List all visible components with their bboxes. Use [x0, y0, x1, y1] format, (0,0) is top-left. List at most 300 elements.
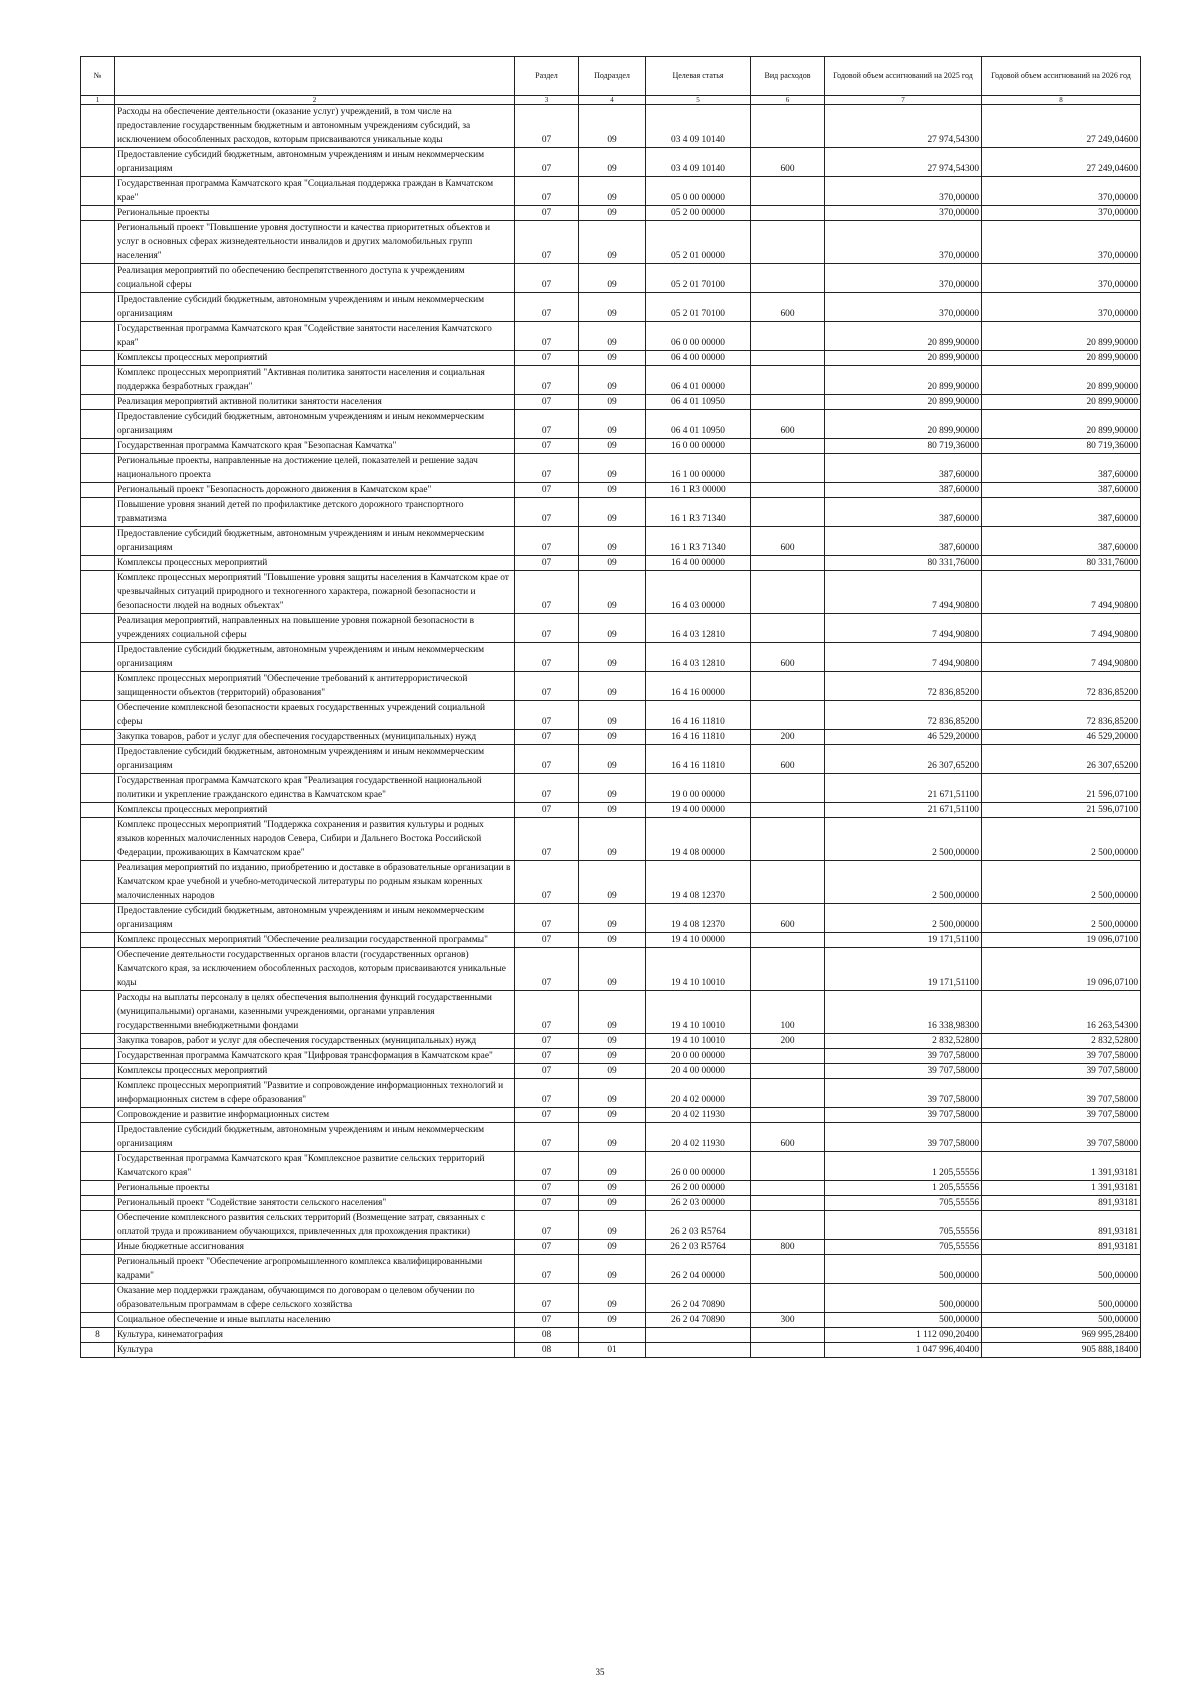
table-header [81, 57, 1141, 105]
target-article-cell: 20 4 02 11930 [646, 1108, 751, 1123]
podrazdel-cell: 09 [579, 701, 646, 730]
table-row [81, 177, 1141, 206]
target-article-cell: 19 4 08 12370 [646, 904, 751, 933]
razdel-cell: 07 [515, 439, 579, 454]
column-header: Вид расходов [751, 57, 825, 96]
column-number: 8 [982, 96, 1141, 105]
target-article-cell: 26 2 00 00000 [646, 1181, 751, 1196]
table-row [81, 221, 1141, 264]
amount-2026-cell: 370,00000 [982, 221, 1141, 264]
amount-2025-cell: 20 899,90000 [825, 366, 982, 395]
row-number-cell [81, 1240, 115, 1255]
amount-2025-cell: 370,00000 [825, 293, 982, 322]
expense-type-cell: 600 [751, 293, 825, 322]
amount-2026-cell: 905 888,18400 [982, 1343, 1141, 1358]
expense-type-cell [751, 1181, 825, 1196]
amount-2026-cell: 46 529,20000 [982, 730, 1141, 745]
page-number: 35 [595, 1667, 605, 1677]
amount-2025-cell: 39 707,58000 [825, 1108, 982, 1123]
row-number-cell [81, 264, 115, 293]
row-number-cell [81, 483, 115, 498]
table-row [81, 1049, 1141, 1064]
expense-type-cell [751, 454, 825, 483]
column-number: 5 [646, 96, 751, 105]
row-number-cell [81, 1313, 115, 1328]
table-row [81, 1152, 1141, 1181]
table-row [81, 1284, 1141, 1313]
amount-2025-cell: 16 338,98300 [825, 991, 982, 1034]
row-name-cell: Региональный проект "Содействие занятости сельского населения" [115, 1196, 515, 1211]
row-name-cell: Государственная программа Камчатского края "Безопасная Камчатка" [115, 439, 515, 454]
podrazdel-cell: 09 [579, 264, 646, 293]
podrazdel-cell: 09 [579, 803, 646, 818]
podrazdel-cell: 09 [579, 483, 646, 498]
row-name-cell: Предоставление субсидий бюджетным, автономным учреждениям и иным некоммерческим организациям [115, 904, 515, 933]
podrazdel-cell: 09 [579, 293, 646, 322]
table-row [81, 1255, 1141, 1284]
amount-2026-cell: 20 899,90000 [982, 410, 1141, 439]
table-row [81, 1313, 1141, 1328]
amount-2025-cell: 370,00000 [825, 264, 982, 293]
amount-2025-cell: 1 205,55556 [825, 1181, 982, 1196]
row-name-cell: Региональный проект "Обеспечение агропромышленного комплекса квалифицированными кадрами" [115, 1255, 515, 1284]
razdel-cell: 07 [515, 1255, 579, 1284]
row-name-cell: Региональный проект "Безопасность дорожного движения в Камчатском крае" [115, 483, 515, 498]
expense-type-cell [751, 1284, 825, 1313]
podrazdel-cell: 09 [579, 1064, 646, 1079]
amount-2026-cell: 387,60000 [982, 527, 1141, 556]
amount-2026-cell: 891,93181 [982, 1240, 1141, 1255]
row-number-cell [81, 177, 115, 206]
podrazdel-cell: 09 [579, 322, 646, 351]
row-number-cell [81, 1034, 115, 1049]
table-row [81, 614, 1141, 643]
target-article-cell: 16 1 R3 00000 [646, 483, 751, 498]
table-row [81, 148, 1141, 177]
target-article-cell: 16 4 16 00000 [646, 672, 751, 701]
row-number-cell [81, 933, 115, 948]
row-number-cell [81, 1064, 115, 1079]
table-row [81, 264, 1141, 293]
expense-type-cell [751, 672, 825, 701]
target-article-cell: 16 1 R3 71340 [646, 498, 751, 527]
row-name-cell: Обеспечение комплексного развития сельских территорий (Возмещение затрат, связанных с оплатой труда и проживанием обучающихся, привлеченных для прохождения практики) [115, 1211, 515, 1240]
expense-type-cell [751, 498, 825, 527]
amount-2025-cell: 705,55556 [825, 1196, 982, 1211]
amount-2025-cell: 21 671,51100 [825, 774, 982, 803]
amount-2026-cell: 2 500,00000 [982, 818, 1141, 861]
table-row [81, 454, 1141, 483]
razdel-cell: 07 [515, 1152, 579, 1181]
table-row [81, 1108, 1141, 1123]
row-name-cell: Реализация мероприятий, направленных на повышение уровня пожарной безопасности в учреждениях социальной сферы [115, 614, 515, 643]
table-row [81, 1343, 1141, 1358]
table-row [81, 730, 1141, 745]
expense-type-cell [751, 1064, 825, 1079]
amount-2026-cell: 891,93181 [982, 1211, 1141, 1240]
razdel-cell: 07 [515, 672, 579, 701]
target-article-cell: 16 4 16 11810 [646, 730, 751, 745]
expense-type-cell [751, 1152, 825, 1181]
amount-2026-cell: 19 096,07100 [982, 948, 1141, 991]
amount-2025-cell: 500,00000 [825, 1255, 982, 1284]
amount-2025-cell: 500,00000 [825, 1313, 982, 1328]
row-number-cell [81, 322, 115, 351]
razdel-cell: 07 [515, 410, 579, 439]
row-name-cell: Реализация мероприятий по обеспечению беспрепятственного доступа к учреждениям социальной сферы [115, 264, 515, 293]
row-number-cell [81, 730, 115, 745]
razdel-cell: 07 [515, 571, 579, 614]
row-name-cell: Оказание мер поддержки гражданам, обучающимся по договорам о целевом обучении по образовательным программам в сфере сельского хозяйства [115, 1284, 515, 1313]
row-number-cell [81, 395, 115, 410]
razdel-cell: 07 [515, 1284, 579, 1313]
target-article-cell: 20 4 00 00000 [646, 1064, 751, 1079]
column-header [115, 57, 515, 96]
razdel-cell: 07 [515, 745, 579, 774]
amount-2025-cell: 46 529,20000 [825, 730, 982, 745]
row-number-cell [81, 410, 115, 439]
podrazdel-cell: 09 [579, 1108, 646, 1123]
column-header: № [81, 57, 115, 96]
target-article-cell [646, 1328, 751, 1343]
razdel-cell: 07 [515, 556, 579, 571]
column-number: 6 [751, 96, 825, 105]
table-row [81, 803, 1141, 818]
row-number-cell [81, 293, 115, 322]
podrazdel-cell: 09 [579, 614, 646, 643]
podrazdel-cell: 09 [579, 351, 646, 366]
row-number-cell [81, 643, 115, 672]
amount-2025-cell: 387,60000 [825, 483, 982, 498]
row-name-cell: Предоставление субсидий бюджетным, автономным учреждениям и иным некоммерческим организациям [115, 527, 515, 556]
row-number-cell [81, 221, 115, 264]
expense-type-cell [751, 1079, 825, 1108]
amount-2026-cell: 370,00000 [982, 206, 1141, 221]
target-article-cell: 16 1 R3 71340 [646, 527, 751, 556]
table-row [81, 672, 1141, 701]
razdel-cell: 07 [515, 1049, 579, 1064]
row-name-cell: Предоставление субсидий бюджетным, автономным учреждениям и иным некоммерческим организациям [115, 1123, 515, 1152]
row-name-cell: Комплекс процессных мероприятий "Поддержка сохранения и развития культуры и родных языков коренных малочисленных народов Севера, Сибири и Дальнего Востока Российской Федерации, проживающих в Камчатском крае" [115, 818, 515, 861]
expense-type-cell: 600 [751, 148, 825, 177]
target-article-cell: 19 0 00 00000 [646, 774, 751, 803]
amount-2026-cell: 7 494,90800 [982, 571, 1141, 614]
target-article-cell: 05 0 00 00000 [646, 177, 751, 206]
column-number: 1 [81, 96, 115, 105]
amount-2026-cell: 387,60000 [982, 483, 1141, 498]
row-name-cell: Предоставление субсидий бюджетным, автономным учреждениям и иным некоммерческим организациям [115, 293, 515, 322]
razdel-cell: 08 [515, 1343, 579, 1358]
podrazdel-cell: 09 [579, 527, 646, 556]
column-header: Годовой объем ассигнований на 2025 год [825, 57, 982, 96]
row-number-cell [81, 1196, 115, 1211]
expense-type-cell [751, 1328, 825, 1343]
podrazdel-cell: 09 [579, 148, 646, 177]
table-row [81, 366, 1141, 395]
table-row [81, 643, 1141, 672]
target-article-cell: 19 4 10 10010 [646, 948, 751, 991]
row-name-cell: Повышение уровня знаний детей по профилактике детского дорожного транспортного травматизма [115, 498, 515, 527]
column-number: 7 [825, 96, 982, 105]
row-name-cell: Предоставление субсидий бюджетным, автономным учреждениям и иным некоммерческим организациям [115, 148, 515, 177]
expense-type-cell [751, 395, 825, 410]
table-row [81, 556, 1141, 571]
row-name-cell: Государственная программа Камчатского края "Цифровая трансформация в Камчатском крае" [115, 1049, 515, 1064]
razdel-cell: 07 [515, 527, 579, 556]
target-article-cell: 16 0 00 00000 [646, 439, 751, 454]
row-name-cell: Комплекс процессных мероприятий "Обеспечение реализации государственной программы" [115, 933, 515, 948]
amount-2026-cell: 370,00000 [982, 293, 1141, 322]
expense-type-cell: 600 [751, 643, 825, 672]
podrazdel-cell: 09 [579, 206, 646, 221]
podrazdel-cell: 09 [579, 556, 646, 571]
amount-2026-cell: 370,00000 [982, 177, 1141, 206]
expense-type-cell: 600 [751, 527, 825, 556]
amount-2025-cell: 705,55556 [825, 1211, 982, 1240]
table-row [81, 774, 1141, 803]
expense-type-cell [751, 483, 825, 498]
amount-2025-cell: 39 707,58000 [825, 1123, 982, 1152]
podrazdel-cell: 09 [579, 1034, 646, 1049]
podrazdel-cell: 09 [579, 1284, 646, 1313]
target-article-cell: 20 0 00 00000 [646, 1049, 751, 1064]
podrazdel-cell: 09 [579, 948, 646, 991]
target-article-cell: 26 2 03 R5764 [646, 1211, 751, 1240]
podrazdel-cell: 09 [579, 1196, 646, 1211]
target-article-cell [646, 1343, 751, 1358]
target-article-cell: 16 4 16 11810 [646, 701, 751, 730]
amount-2026-cell: 80 719,36000 [982, 439, 1141, 454]
amount-2026-cell: 891,93181 [982, 1196, 1141, 1211]
row-number-cell [81, 206, 115, 221]
podrazdel-cell: 09 [579, 991, 646, 1034]
expense-type-cell [751, 366, 825, 395]
amount-2025-cell: 1 112 090,20400 [825, 1328, 982, 1343]
target-article-cell: 06 4 01 00000 [646, 366, 751, 395]
target-article-cell: 06 4 01 10950 [646, 395, 751, 410]
podrazdel-cell: 09 [579, 498, 646, 527]
amount-2025-cell: 7 494,90800 [825, 643, 982, 672]
podrazdel-cell: 09 [579, 177, 646, 206]
razdel-cell: 07 [515, 991, 579, 1034]
target-article-cell: 06 4 01 10950 [646, 410, 751, 439]
column-header: Целевая статья [646, 57, 751, 96]
razdel-cell: 07 [515, 614, 579, 643]
amount-2026-cell: 500,00000 [982, 1255, 1141, 1284]
row-number-cell [81, 701, 115, 730]
amount-2025-cell: 39 707,58000 [825, 1064, 982, 1079]
amount-2025-cell: 2 500,00000 [825, 904, 982, 933]
table-row [81, 1328, 1141, 1343]
amount-2026-cell: 19 096,07100 [982, 933, 1141, 948]
podrazdel-cell: 09 [579, 745, 646, 774]
table-row [81, 1079, 1141, 1108]
row-name-cell: Закупка товаров, работ и услуг для обеспечения государственных (муниципальных) нужд [115, 730, 515, 745]
razdel-cell: 07 [515, 264, 579, 293]
table-row [81, 410, 1141, 439]
row-number-cell [81, 1284, 115, 1313]
amount-2025-cell: 7 494,90800 [825, 571, 982, 614]
expense-type-cell: 100 [751, 991, 825, 1034]
target-article-cell: 26 0 00 00000 [646, 1152, 751, 1181]
expense-type-cell [751, 105, 825, 148]
target-article-cell: 26 2 04 70890 [646, 1284, 751, 1313]
row-name-cell: Комплексы процессных мероприятий [115, 351, 515, 366]
podrazdel-cell: 09 [579, 1152, 646, 1181]
podrazdel-cell: 09 [579, 410, 646, 439]
target-article-cell: 05 2 01 70100 [646, 264, 751, 293]
row-name-cell: Государственная программа Камчатского края "Содействие занятости населения Камчатского края" [115, 322, 515, 351]
amount-2025-cell: 20 899,90000 [825, 322, 982, 351]
razdel-cell: 07 [515, 395, 579, 410]
expense-type-cell: 600 [751, 1123, 825, 1152]
podrazdel-cell: 09 [579, 1240, 646, 1255]
expense-type-cell [751, 1049, 825, 1064]
table-row [81, 1064, 1141, 1079]
razdel-cell: 07 [515, 498, 579, 527]
row-name-cell: Комплексы процессных мероприятий [115, 556, 515, 571]
expense-type-cell [751, 221, 825, 264]
amount-2025-cell: 27 974,54300 [825, 105, 982, 148]
razdel-cell: 07 [515, 221, 579, 264]
podrazdel-cell: 09 [579, 730, 646, 745]
amount-2026-cell: 20 899,90000 [982, 351, 1141, 366]
expense-type-cell [751, 774, 825, 803]
podrazdel-cell: 09 [579, 818, 646, 861]
row-name-cell: Региональные проекты [115, 1181, 515, 1196]
amount-2025-cell: 39 707,58000 [825, 1049, 982, 1064]
table-row [81, 322, 1141, 351]
row-name-cell: Комплекс процессных мероприятий "Развитие и сопровождение информационных технологий и информационных систем в сфере образования" [115, 1079, 515, 1108]
amount-2026-cell: 2 832,52800 [982, 1034, 1141, 1049]
row-number-cell [81, 614, 115, 643]
row-name-cell: Предоставление субсидий бюджетным, автономным учреждениям и иным некоммерческим организациям [115, 643, 515, 672]
podrazdel-cell [579, 1328, 646, 1343]
razdel-cell: 07 [515, 643, 579, 672]
table-body [81, 105, 1141, 1358]
expense-type-cell [751, 264, 825, 293]
row-number-cell [81, 672, 115, 701]
target-article-cell: 20 4 02 11930 [646, 1123, 751, 1152]
razdel-cell: 07 [515, 454, 579, 483]
amount-2026-cell: 1 391,93181 [982, 1181, 1141, 1196]
expense-type-cell [751, 1108, 825, 1123]
table-row [81, 571, 1141, 614]
podrazdel-cell: 09 [579, 1211, 646, 1240]
expense-type-cell [751, 614, 825, 643]
expense-type-cell [751, 351, 825, 366]
row-name-cell: Комплекс процессных мероприятий "Активная политика занятости населения и социальная поддержка безработных граждан" [115, 366, 515, 395]
amount-2026-cell: 26 307,65200 [982, 745, 1141, 774]
razdel-cell: 07 [515, 1211, 579, 1240]
row-number-cell [81, 571, 115, 614]
amount-2026-cell: 1 391,93181 [982, 1152, 1141, 1181]
amount-2025-cell: 2 500,00000 [825, 861, 982, 904]
amount-2026-cell: 39 707,58000 [982, 1049, 1141, 1064]
row-number-cell [81, 991, 115, 1034]
table-row [81, 105, 1141, 148]
razdel-cell: 07 [515, 1108, 579, 1123]
table-row [81, 293, 1141, 322]
razdel-cell: 07 [515, 1181, 579, 1196]
podrazdel-cell: 09 [579, 454, 646, 483]
amount-2025-cell: 19 171,51100 [825, 948, 982, 991]
row-number-cell [81, 861, 115, 904]
amount-2026-cell: 39 707,58000 [982, 1123, 1141, 1152]
target-article-cell: 16 4 03 12810 [646, 643, 751, 672]
row-number-cell [81, 1343, 115, 1358]
row-name-cell: Государственная программа Камчатского края "Комплексное развитие сельских территорий Камчатского края" [115, 1152, 515, 1181]
table-row [81, 1123, 1141, 1152]
amount-2025-cell: 7 494,90800 [825, 614, 982, 643]
amount-2025-cell: 80 331,76000 [825, 556, 982, 571]
amount-2026-cell: 21 596,07100 [982, 803, 1141, 818]
amount-2025-cell: 20 899,90000 [825, 351, 982, 366]
table-row [81, 483, 1141, 498]
podrazdel-cell: 09 [579, 1079, 646, 1108]
razdel-cell: 07 [515, 1123, 579, 1152]
amount-2025-cell: 21 671,51100 [825, 803, 982, 818]
amount-2026-cell: 370,00000 [982, 264, 1141, 293]
razdel-cell: 07 [515, 177, 579, 206]
razdel-cell: 07 [515, 366, 579, 395]
amount-2025-cell: 370,00000 [825, 177, 982, 206]
row-number-cell [81, 1255, 115, 1284]
expense-type-cell: 300 [751, 1313, 825, 1328]
amount-2025-cell: 1 205,55556 [825, 1152, 982, 1181]
row-name-cell: Реализация мероприятий активной политики занятости населения [115, 395, 515, 410]
row-number-cell [81, 803, 115, 818]
table-row [81, 206, 1141, 221]
expense-type-cell [751, 1211, 825, 1240]
amount-2026-cell: 39 707,58000 [982, 1064, 1141, 1079]
target-article-cell: 16 4 00 00000 [646, 556, 751, 571]
row-name-cell: Иные бюджетные ассигнования [115, 1240, 515, 1255]
row-name-cell: Расходы на выплаты персоналу в целях обеспечения выполнения функций государственными (муниципальными) органами, казенными учреждениями, органами управления государственными внебюджетными фондами [115, 991, 515, 1034]
row-number-cell [81, 105, 115, 148]
razdel-cell: 07 [515, 148, 579, 177]
row-name-cell: Социальное обеспечение и иные выплаты населению [115, 1313, 515, 1328]
podrazdel-cell: 09 [579, 643, 646, 672]
target-article-cell: 19 4 00 00000 [646, 803, 751, 818]
column-header: Раздел [515, 57, 579, 96]
column-header: Годовой объем ассигнований на 2026 год [982, 57, 1141, 96]
podrazdel-cell: 09 [579, 1049, 646, 1064]
row-name-cell: Региональные проекты [115, 206, 515, 221]
amount-2026-cell: 27 249,04600 [982, 105, 1141, 148]
row-name-cell: Культура, кинематография [115, 1328, 515, 1343]
podrazdel-cell: 01 [579, 1343, 646, 1358]
amount-2025-cell: 26 307,65200 [825, 745, 982, 774]
razdel-cell: 07 [515, 933, 579, 948]
row-number-cell [81, 556, 115, 571]
razdel-cell: 07 [515, 1313, 579, 1328]
amount-2026-cell: 7 494,90800 [982, 614, 1141, 643]
podrazdel-cell: 09 [579, 439, 646, 454]
podrazdel-cell: 09 [579, 774, 646, 803]
amount-2026-cell: 21 596,07100 [982, 774, 1141, 803]
expense-type-cell [751, 571, 825, 614]
row-name-cell: Культура [115, 1343, 515, 1358]
table-row [81, 948, 1141, 991]
amount-2025-cell: 39 707,58000 [825, 1079, 982, 1108]
razdel-cell: 07 [515, 861, 579, 904]
amount-2025-cell: 19 171,51100 [825, 933, 982, 948]
table-row [81, 861, 1141, 904]
amount-2025-cell: 2 832,52800 [825, 1034, 982, 1049]
target-article-cell: 26 2 03 R5764 [646, 1240, 751, 1255]
target-article-cell: 05 2 01 70100 [646, 293, 751, 322]
